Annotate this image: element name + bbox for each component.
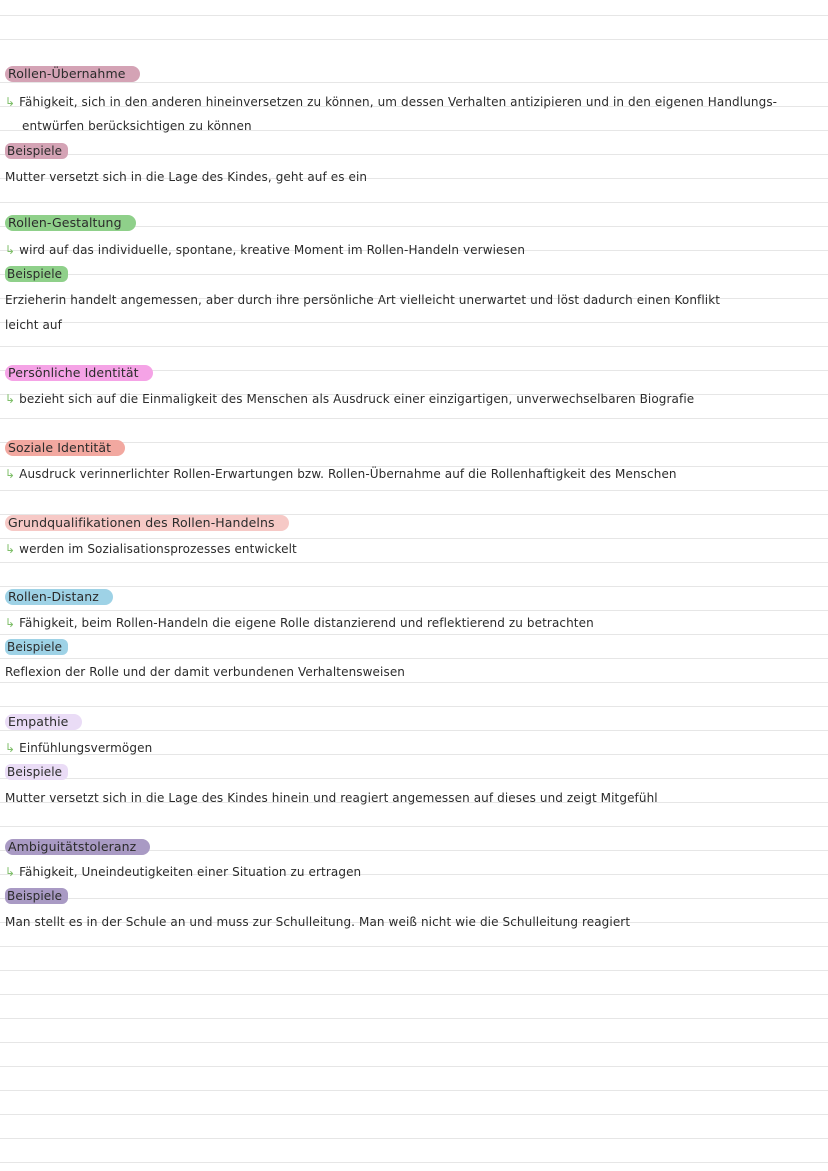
definition-text: Fähigkeit, Uneindeutigkeiten einer Situation zu ertragen: [19, 865, 362, 879]
definition-text: Fähigkeit, sich in den anderen hineinversetzen zu können, um dessen Verhalten antizipieren und in den eigenen Handlungs-: [19, 95, 778, 109]
example-text: Erzieherin handelt angemessen, aber durch ihre persönliche Art vielleicht unerwartet und löst dadurch einen Konflikt: [5, 293, 721, 307]
section-persoenliche-identitaet: [5, 365, 818, 381]
example-line: [5, 790, 818, 806]
example-text: Mutter versetzt sich in die Lage des Kindes hinein und reagiert angemessen auf dieses und zeigt Mitgefühl: [5, 791, 658, 805]
example-label-line: [5, 888, 818, 904]
arrow-icon: ↳: [5, 95, 16, 109]
heading-grundqualifikationen: Grundqualifikationen des Rollen-Handelns: [5, 515, 289, 531]
example-label-line: [5, 266, 818, 282]
definition-text: wird auf das individuelle, spontane, kreative Moment im Rollen-Handeln verwiesen: [19, 243, 526, 257]
example-line: [5, 292, 818, 308]
example-line: [5, 317, 818, 333]
section-rollen-distanz: [5, 589, 818, 605]
heading-rollen-gestaltung: Rollen-Gestaltung: [5, 215, 136, 231]
section-soziale-identitaet: [5, 440, 818, 456]
definition-line: [5, 242, 818, 258]
example-label: Beispiele: [5, 764, 68, 780]
section-rollen-uebernahme: [5, 66, 818, 82]
section-empathie: [5, 714, 818, 730]
arrow-icon: ↳: [5, 243, 16, 257]
example-line: [5, 664, 818, 680]
example-text: leicht auf: [5, 318, 62, 332]
arrow-icon: ↳: [5, 741, 16, 755]
example-label: Beispiele: [5, 888, 68, 904]
definition-line: [5, 391, 818, 407]
definition-text: bezieht sich auf die Einmaligkeit des Menschen als Ausdruck einer einzigartigen, unverwechselbaren Biografie: [19, 392, 695, 406]
section-ambiguitaetstoleranz: [5, 839, 818, 855]
heading-rollen-distanz: Rollen-Distanz: [5, 589, 113, 605]
definition-text: Einfühlungsvermögen: [19, 741, 153, 755]
definition-line: [5, 94, 818, 110]
definition-text: entwürfen berücksichtigen zu können: [22, 119, 252, 133]
definition-line: [5, 466, 818, 482]
arrow-icon: ↳: [5, 467, 16, 481]
example-line: [5, 914, 818, 930]
heading-empathie: Empathie: [5, 714, 82, 730]
heading-rollen-uebernahme: Rollen-Übernahme: [5, 66, 140, 82]
definition-text: Ausdruck verinnerlichter Rollen-Erwartungen bzw. Rollen-Übernahme auf die Rollenhaftigkeit des Menschen: [19, 467, 677, 481]
example-line: [5, 169, 818, 185]
definition-line: [5, 615, 818, 631]
arrow-icon: ↳: [5, 616, 16, 630]
example-label: Beispiele: [5, 639, 68, 655]
definition-text: Fähigkeit, beim Rollen-Handeln die eigene Rolle distanzierend und reflektierend zu betrachten: [19, 616, 594, 630]
section-rollen-gestaltung: [5, 215, 818, 231]
definition-line: [5, 541, 818, 557]
definition-line: [5, 740, 818, 756]
example-label: Beispiele: [5, 143, 68, 159]
example-label-line: [5, 639, 818, 655]
example-label-line: [5, 764, 818, 780]
heading-soziale-identitaet: Soziale Identität: [5, 440, 125, 456]
example-text: Reflexion der Rolle und der damit verbundenen Verhaltensweisen: [5, 665, 406, 679]
heading-persoenliche-identitaet: Persönliche Identität: [5, 365, 153, 381]
definition-line: [22, 118, 818, 134]
definition-text: werden im Sozialisationsprozesses entwickelt: [19, 542, 297, 556]
example-label: Beispiele: [5, 266, 68, 282]
example-text: Man stellt es in der Schule an und muss zur Schulleitung. Man weiß nicht wie die Schulleitung reagiert: [5, 915, 631, 929]
arrow-icon: ↳: [5, 392, 16, 406]
definition-line: [5, 864, 818, 880]
heading-ambiguitaetstoleranz: Ambiguitätstoleranz: [5, 839, 150, 855]
example-text: Mutter versetzt sich in die Lage des Kindes, geht auf es ein: [5, 170, 368, 184]
section-grundqualifikationen: [5, 515, 818, 531]
arrow-icon: ↳: [5, 542, 16, 556]
arrow-icon: ↳: [5, 865, 16, 879]
example-label-line: [5, 143, 818, 159]
